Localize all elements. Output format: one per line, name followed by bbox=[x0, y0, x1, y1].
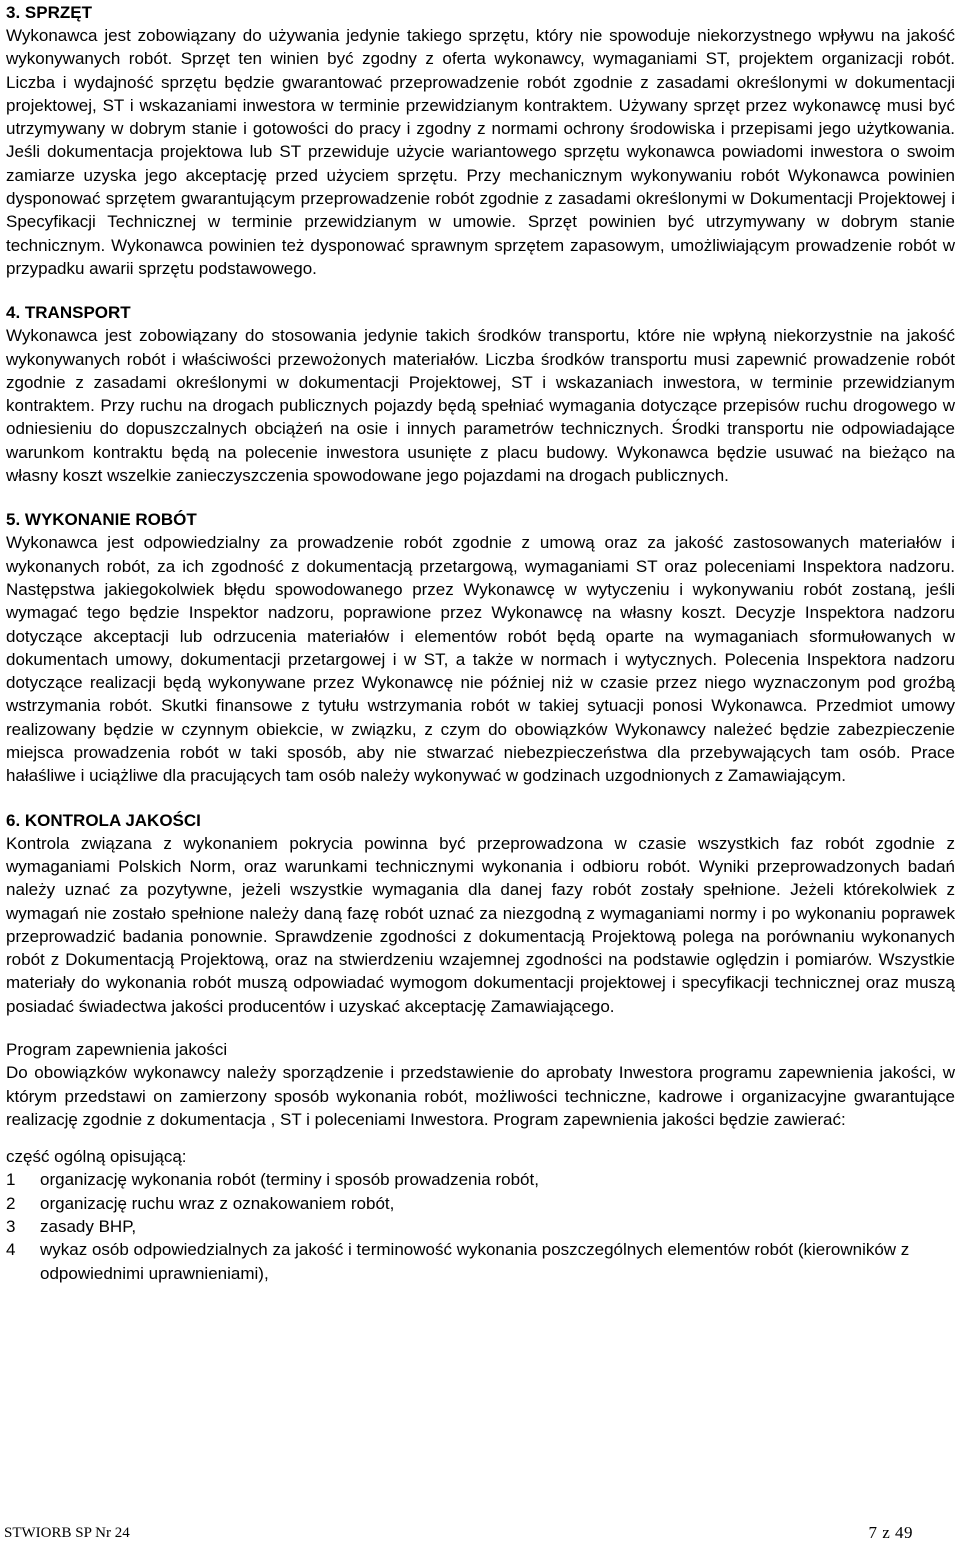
list-item bbox=[6, 1168, 955, 1191]
section-body: Wykonawca jest odpowiedzialny za prowadzenie robót zgodnie z umową oraz za jakość zastosowanych materiałów i wykonanych robót, za ich zgodność z dokumentacją przetargową, wymaganiami ST oraz poleceniami Inspektora nadzoru. Następstwa jakiegokolwiek błędu spowodowanego przez Wykonawcę w wytyczeniu i wykonywaniu robót zostaną, jeśli wymagać tego będzie Inspektor nadzoru, poprawione przez Wykonawcę na własny koszt. Decyzje Inspektora nadzoru dotyczące akceptacji lub odrzucenia materiałów i elementów robót będą oparte na wymaganiach sformułowanych w dokumentach umowy, dokumentacji przetargowej i w ST, a także w normach i wytycznych. Polecenia Inspektora nadzoru dotyczące realizacji będą wykonywane przez Wykonawcę nie później niż w czasie przez niego wyznaczonym pod groźbą wstrzymania robót. Skutki finansowe z tytułu wstrzymania robót w takiej sytuacji ponosi Wykonawca. Przedmiot umowy realizowany będzie w czynnym obiekcie, w związku, z czym do obowiązków Wykonawcy należeć będzie zabezpieczenie miejsca prowadzenia robót w taki sposób, aby nie stwarzać niebezpieczeństwa dla przebywających tam osób. Prace hałaśliwe i uciążliwe dla pracujących tam osób należy wykonywać w godzinach uzgodnionych z Zamawiającym. bbox=[6, 533, 955, 786]
program-title: Program zapewnienia jakości bbox=[6, 1039, 228, 1059]
section-transport bbox=[6, 300, 955, 487]
section-heading: 6. KONTROLA JAKOŚCI bbox=[6, 810, 201, 830]
section-body: Wykonawca jest zobowiązany do stosowania jedynie takich środków transportu, które nie wpłyną niekorzystnie na jakość wykonywanych robót i właściwości przewożonych materiałów. Liczba środków transportu musi zapewnić prowadzenie robót zgodnie z zasadami określonymi w dokumentacji Projektowej, ST i wskazaniach inwestora, w terminie przewidzianym kontraktem. Przy ruchu na drogach publicznych pojazdy będą spełniać wymagania dotyczące przepisów ruchu drogowego w odniesieniu do dopuszczalnych obciążeń na osie i innych parametrów technicznych. Środki transportu nie odpowiadające warunkom kontraktu będą na polecenie inwestora usunięte z placu budowy. Wykonawca będzie usuwać na bieżąco na własny koszt wszelkie zanieczyszczenia spowodowane jego pojazdami na drogach publicznych. bbox=[6, 326, 955, 486]
list-item bbox=[6, 1215, 955, 1238]
section-heading: 3. SPRZĘT bbox=[6, 3, 92, 22]
section-heading: 5. WYKONANIE ROBÓT bbox=[6, 510, 197, 530]
list-item-number: 3 bbox=[6, 1217, 16, 1237]
list-item-number: 1 bbox=[6, 1170, 16, 1190]
list-item bbox=[6, 1192, 955, 1215]
section-heading: 4. TRANSPORT bbox=[6, 303, 131, 323]
section-wykonanie-robot bbox=[6, 507, 955, 787]
list-item-number: 4 bbox=[6, 1240, 16, 1260]
list-item-number: 2 bbox=[6, 1193, 16, 1213]
list-item-text: zasady BHP, bbox=[40, 1217, 137, 1237]
program-body: Do obowiązków wykonawcy należy sporządzenie i przedstawienie do aprobaty Inwestora programu zapewnienia jakości, w którym przedstawi on zamierzony sposób wykonania robót, możliwości techniczne, kadrowe i organizacyjne gwarantujące realizację zgodnie z dokumentacja , ST i poleceniami Inwestora. Program zapewnienia jakości będzie zawierać: bbox=[6, 1063, 955, 1129]
section-program-jakosci bbox=[6, 1038, 955, 1285]
section-sprzet bbox=[6, 0, 955, 280]
list-item-text: wykaz osób odpowiedzialnych za jakość i terminowość wykonania poszczególnych elementów robót (kierowników z odpowiednimi uprawnieniami), bbox=[40, 1240, 910, 1283]
list-item bbox=[6, 1238, 955, 1285]
section-kontrola-jakosci bbox=[6, 808, 955, 1018]
section-body: Kontrola związana z wykonaniem pokrycia powinna być przeprowadzona w czasie wszystkich faz robót zgodnie z wymaganiami Polskich Norm, oraz warunkami technicznymi wykonania i odbioru robót. Wyniki przeprowadzonych badań należy uznać za pozytywne, jeżeli wszystkie wymagania dla danej fazy robót zostały spełnione. Jeżeli którekolwiek z wymagań nie zostało spełnione należy daną fazę robót uznać za niezgodną z wymaganiami normy i po wykonaniu poprawek przeprowadzić badania ponownie. Sprawdzenie zgodności z dokumentacją Projektową polega na porównaniu wykonanych robót z Dokumentacją Projektową, oraz na stwierdzeniu wzajemnej zgodności na podstawie oględzin i pomiarów. Wszystkie materiały do wykonania robót muszą odpowiadać wymogom dokumentacji projektowej i specyfikacji technicznej oraz muszą posiadać świadectwa jakości producentów i uzyskać akceptację Zamawiającego. bbox=[6, 833, 955, 1016]
list-item-text: organizację wykonania robót (terminy i sposób prowadzenia robót, bbox=[40, 1170, 539, 1190]
program-list bbox=[6, 1168, 955, 1284]
document-page bbox=[6, 0, 955, 1305]
section-body: Wykonawca jest zobowiązany do używania jedynie takiego sprzętu, który nie spowoduje niekorzystnego wpływu na jakość wykonywanych robót. Sprzęt ten winien być zgodny z oferta wykonawcy, wymaganiami ST, projektem organizacji robót. Liczba i wydajność sprzętu będzie gwarantować przeprowadzenie robót zgodnie z zasadami określonymi w dokumentacji projektowej, ST i wskazaniami inwestora w terminie przewidzianym kontraktem. Używany sprzęt przez wykonawcę musi być utrzymywany w dobrym stanie i gotowości do pracy i zgodny z normami ochrony środowiska i przepisami jego użytkowania. Jeśli dokumentacja projektowa lub ST przewiduje użycie wariantowego sprzętu wykonawca powiadomi inwestora o swoim zamiarze uzyska jego akceptację przed użyciem sprzętu. Przy mechanicznym wykonywaniu robót Wykonawca powinien dysponować sprzętem gwarantującym przeprowadzenie robót zgodnie z zasadami określonymi w Dokumentacji Projektowej i Specyfikacji Technicznej w terminie przewidzianym w umowie. Sprzęt powinien być utrzymywany w dobrym stanie technicznym. Wykonawca powinien też dysponować sprawnym sprzętem zapasowym, umożliwiającym prowadzenie robót w przypadku awarii sprzętu podstawowego. bbox=[6, 26, 955, 278]
list-intro: część ogólną opisującą: bbox=[6, 1147, 187, 1167]
page-footer bbox=[4, 1524, 913, 1542]
page-number: 7 z 49 bbox=[868, 1523, 913, 1542]
footer-document-id: STWIORB SP Nr 24 bbox=[4, 1525, 130, 1541]
list-item-text: organizację ruchu wraz z oznakowaniem robót, bbox=[40, 1193, 395, 1213]
